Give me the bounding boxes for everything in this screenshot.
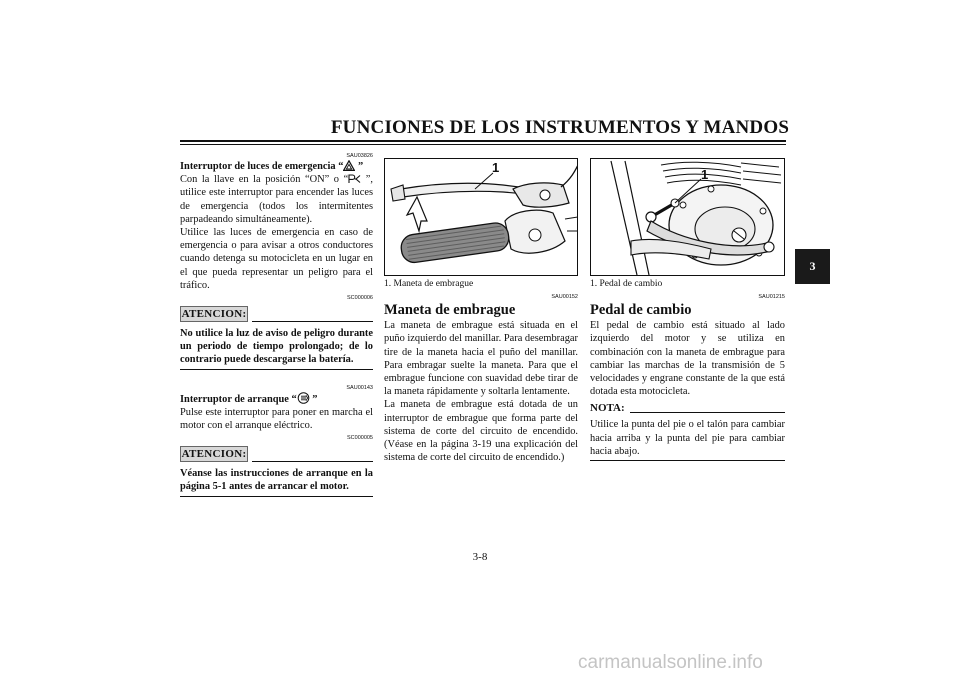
note-text: Utilice la punta del pie o el talón para cambiar hacia arriba y la punta del pie para cambiar hacia abajo. (590, 419, 785, 457)
starter-switch-para: Pulse este interruptor para poner en marcha el motor con el arranque eléctrico. (180, 406, 373, 432)
page-number: 3-8 (472, 551, 488, 563)
figure-caption: 1. Pedal de cambio (590, 279, 663, 289)
note-label: NOTA: (590, 402, 625, 415)
hazard-switch-para2: Utilice las luces de emergencia en caso de emergencia o para avisar a otros conductores cuando detenga su motocicleta en un lugar en el que pueda representar un peligro para el tráfico. (180, 227, 373, 291)
shift-pedal-figure (590, 158, 785, 276)
warning-header (180, 306, 373, 324)
ignition-symbol-icon (348, 174, 361, 184)
warning-code: SC000005 (347, 435, 373, 442)
clutch-lever-para1: La maneta de embrague está situada en el puño izquierdo del manillar. Para desembragar tire de la maneta hacia el puño del manillar. Para embragar suelte la maneta. Para que el embrague funcione con suavidad debe tirar de la maneta rápidamente y soltarla lentamente. (384, 320, 578, 398)
figure-caption: 1. Maneta de embrague (384, 279, 474, 289)
page-header-title: FUNCIONES DE LOS INSTRUMENTOS Y MANDOS (330, 117, 790, 138)
warning-text: Véanse las instrucciones de arranque en la página 5-1 antes de arrancar el motor. (180, 468, 373, 493)
warning-rule (252, 321, 373, 322)
hazard-switch-title: Interruptor de luces de emergencia “ ” (180, 161, 364, 172)
shift-pedal-illustration (591, 159, 785, 276)
note-rule (630, 412, 785, 413)
warning-label: ATENCION: (181, 308, 247, 321)
note-header (590, 402, 785, 416)
clutch-lever-illustration (385, 159, 578, 276)
warning-code: SC000006 (347, 295, 373, 302)
section-code: SAU00143 (346, 384, 373, 391)
section-spacer (180, 370, 373, 382)
hazard-triangle-icon (343, 160, 355, 171)
warning-end-rule (180, 496, 373, 497)
warning-rule (252, 461, 373, 462)
column-right (590, 158, 785, 461)
shift-pedal-para: El pedal de cambio está situado al lado izquierdo del motor y se utiliza en combinación con la maneta de embrague para cambiar las marchas de la transmisión de 5 velocidades y engrane constante de la que está dotada esta motocicleta. (590, 320, 785, 398)
section-code: SAU00152 (551, 294, 578, 301)
clutch-lever-title: Maneta de embrague (384, 302, 516, 319)
header-rule-thin (180, 144, 786, 145)
starter-switch-title: Interruptor de arranque “ ” (180, 393, 318, 405)
callout-number: 1 (492, 160, 500, 175)
chapter-tab: 3 (795, 249, 830, 284)
column-middle (384, 158, 578, 464)
shift-pedal-title: Pedal de cambio (590, 302, 692, 319)
section-code: SAU01215 (758, 294, 785, 301)
note-end-rule (590, 460, 785, 461)
header-rule-thick (180, 140, 786, 142)
callout-number: 1 (701, 167, 709, 182)
warning-label: ATENCION: (181, 448, 247, 461)
starter-icon (297, 392, 310, 404)
warning-text: No utilice la luz de aviso de peligro durante un periodo de tiempo prolongado; de lo contrario puede descargarse la batería. (180, 328, 373, 366)
warning-header (180, 446, 373, 464)
section-code: SAU03826 (346, 153, 373, 159)
column-left (180, 150, 373, 497)
clutch-lever-figure (384, 158, 578, 276)
watermark: carmanualsonline.info (578, 652, 763, 673)
clutch-lever-para2: La maneta de embrague está dotada de un interruptor de embrague que forma parte del sistema de corte del circuito de encendido. (Véase en la página 3-19 una explicación del sistema de corte del circuito de encendido.) (384, 399, 578, 464)
hazard-switch-para1: Con la llave en la posición “ON” o “ ”, utilice este interruptor para encender las luces de emergencia (todos los intermitentes parpadeando simultáneamente). (180, 174, 373, 225)
